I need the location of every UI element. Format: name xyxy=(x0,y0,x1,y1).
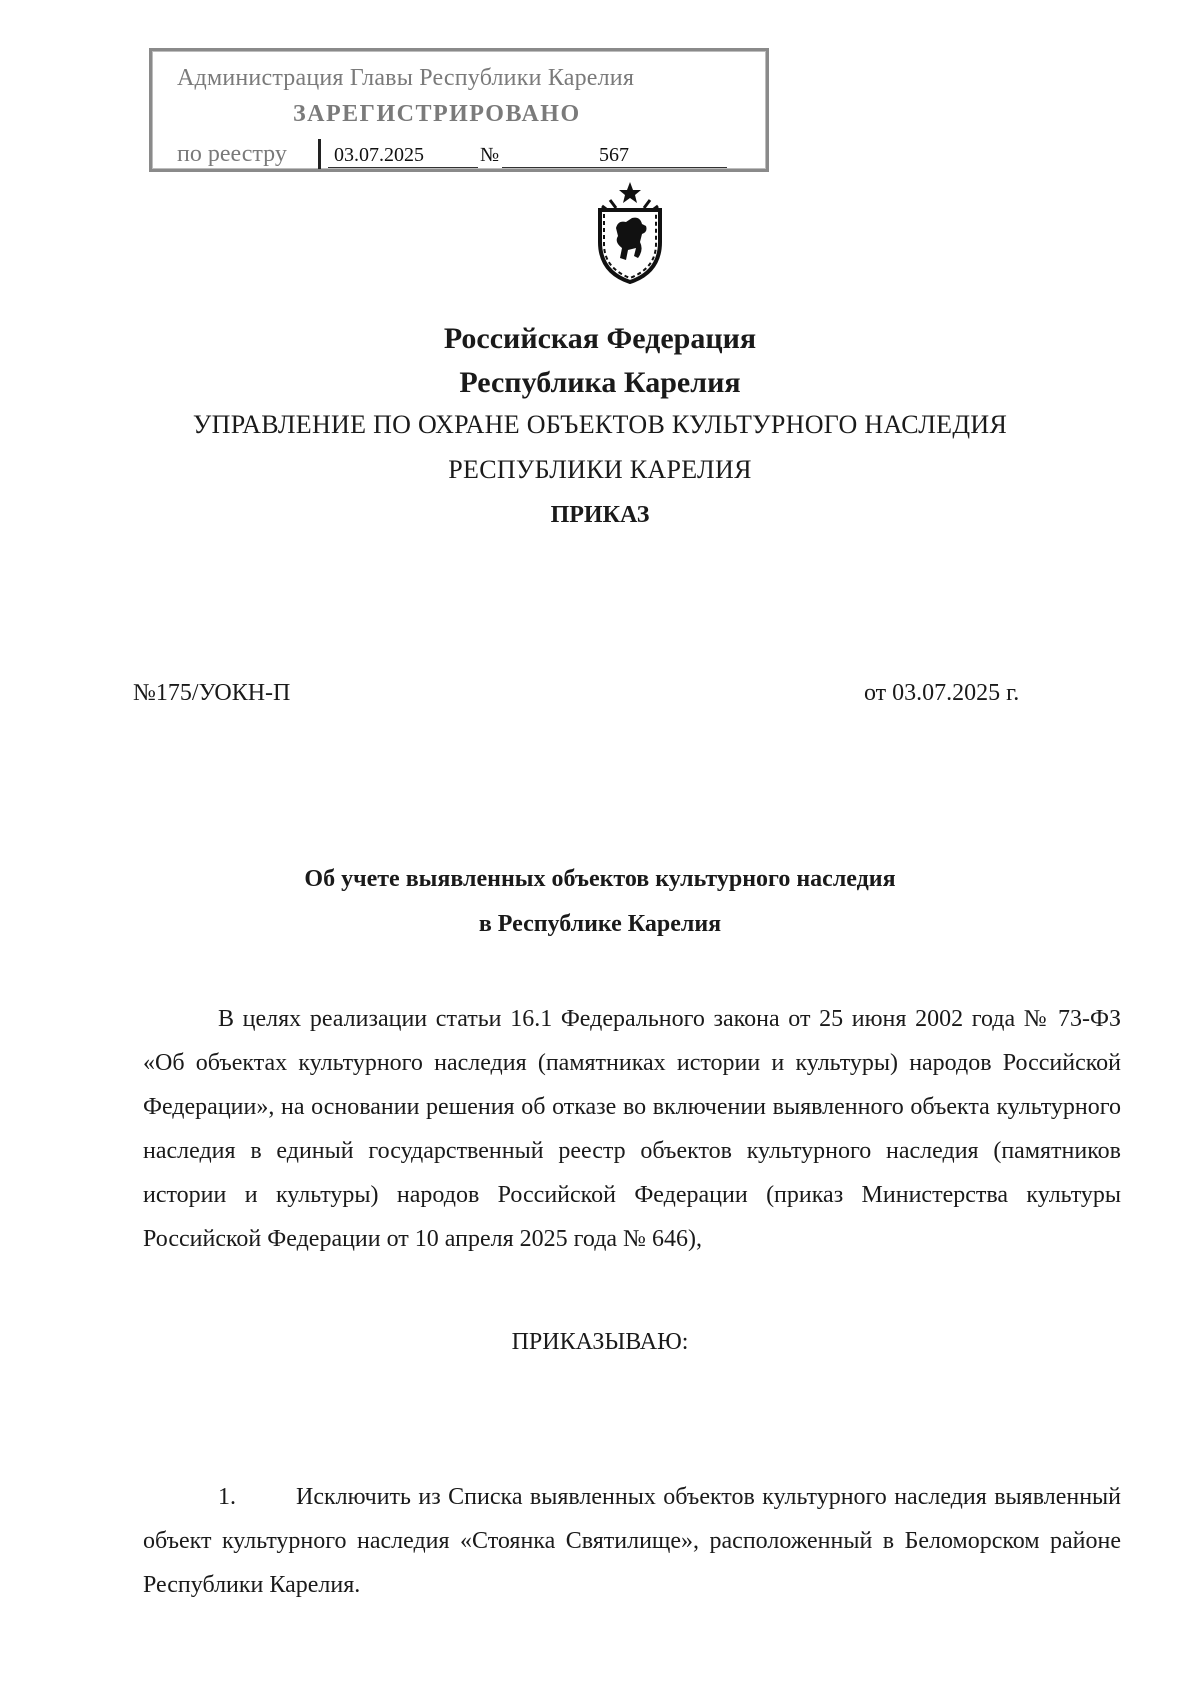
order-date: от 03.07.2025 г. xyxy=(864,680,1020,706)
subject-line1: Об учете выявленных объектов культурного наследия xyxy=(304,866,896,892)
stamp-number: 567 xyxy=(599,144,629,166)
stamp-date-underline xyxy=(328,167,478,168)
stamp-registry-prefix: по реестру xyxy=(177,141,287,167)
order-number: №175/УОКН-П xyxy=(133,680,291,706)
stamp-organization: Администрация Главы Республики Карелия xyxy=(177,65,635,91)
header-agency-line2: РЕСПУБЛИКИ КАРЕЛИЯ xyxy=(448,455,752,484)
order-item-number: 1. xyxy=(218,1484,236,1510)
order-item xyxy=(143,1475,1121,1607)
karelia-coat-of-arms-icon xyxy=(588,180,672,284)
stamp-number-sign: № xyxy=(480,144,500,166)
stamp-number-underline xyxy=(502,167,727,168)
order-item-text: Исключить из Списка выявленных объектов культурного наследия выявленный объект культурного наследия «Стоянка Святилище», расположенный в Беломорском районе Республики Карелия. xyxy=(143,1484,1121,1598)
stamp-date: 03.07.2025 xyxy=(334,144,424,166)
registration-stamp xyxy=(149,48,769,172)
document-type: ПРИКАЗ xyxy=(550,502,650,528)
order-command: ПРИКАЗЫВАЮ: xyxy=(511,1329,689,1355)
header-agency-line1: УПРАВЛЕНИЕ ПО ОХРАНЕ ОБЪЕКТОВ КУЛЬТУРНОГО НАСЛЕДИЯ xyxy=(192,410,1008,439)
header-republic: Республика Карелия xyxy=(459,366,741,399)
stamp-status: ЗАРЕГИСТРИРОВАНО xyxy=(293,101,581,127)
stamp-divider xyxy=(318,139,321,169)
subject-line2: в Республике Карелия xyxy=(478,911,722,937)
header-country: Российская Федерация xyxy=(443,322,757,355)
preamble-paragraph: В целях реализации статьи 16.1 Федерального закона от 25 июня 2002 года № 73-ФЗ «Об объектах культурного наследия (памятниках истории и культуры) народов Российской Федерации», на основании решения об отказе во включении выявленного объекта культурного наследия в единый государственный реестр объектов культурного наследия (памятников истории и культуры) народов Российской Федерации (приказ Министерства культуры Российской Федерации от 10 апреля 2025 года № 646), xyxy=(143,1006,1121,1252)
